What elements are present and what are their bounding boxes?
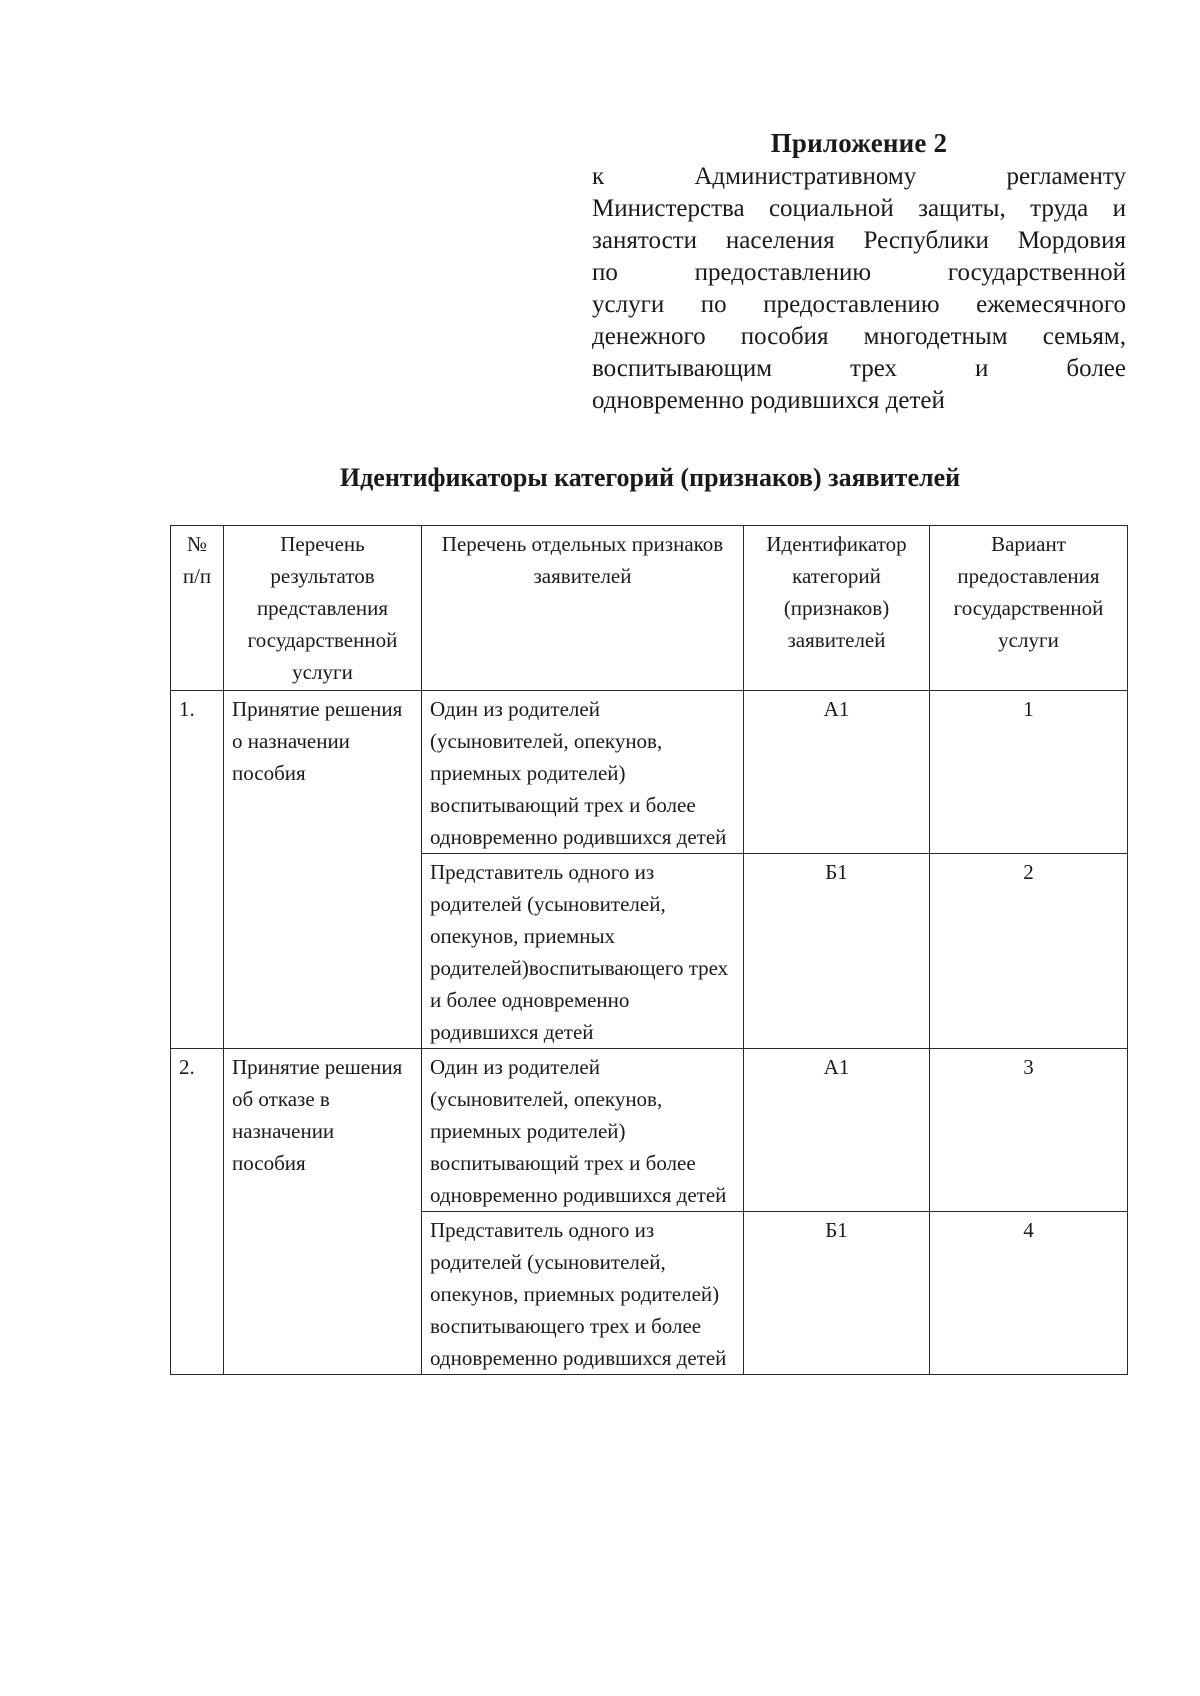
identifier-cell: Б1 bbox=[744, 854, 930, 1049]
features-cell: Один из родителей (усыновителей, опекунов, приемных родителей) воспитывающий трех и более одновременно родившихся детей bbox=[422, 691, 744, 854]
row-number: 2. bbox=[171, 1049, 224, 1375]
header-variant: Вариант предоставления государственной услуги bbox=[930, 526, 1128, 691]
variant-cell: 2 bbox=[930, 854, 1128, 1049]
variant-cell: 4 bbox=[930, 1212, 1128, 1375]
header-features: Перечень отдельных признаков заявителей bbox=[422, 526, 744, 691]
result-cell: Принятие решения об отказе в назначении пособия bbox=[224, 1049, 422, 1375]
features-cell: Один из родителей (усыновителей, опекунов, приемных родителей) воспитывающий трех и более одновременно родившихся детей bbox=[422, 1049, 744, 1212]
appendix-line: денежного пособия многодетным семьям, bbox=[592, 323, 1126, 350]
variant-cell: 3 bbox=[930, 1049, 1128, 1212]
identifier-cell: Б1 bbox=[744, 1212, 930, 1375]
header-num: № п/п bbox=[171, 526, 224, 691]
features-cell: Представитель одного из родителей (усыновителей, опекунов, приемных родителей)воспитывающего трех и более одновременно родившихся детей bbox=[422, 854, 744, 1049]
table-row bbox=[171, 1049, 1128, 1212]
header-result: Перечень результатов представления государственной услуги bbox=[224, 526, 422, 691]
appendix-title: Приложение 2 bbox=[770, 128, 948, 158]
identifier-cell: А1 bbox=[744, 1049, 930, 1212]
row-number: 1. bbox=[171, 691, 224, 1049]
appendix-line: Министерства социальной защиты, труда и bbox=[592, 195, 1126, 222]
features-cell: Представитель одного из родителей (усыновителей, опекунов, приемных родителей) воспитывающего трех и более одновременно родившихся детей bbox=[422, 1212, 744, 1375]
appendix-line: занятости населения Республики Мордовия bbox=[592, 227, 1126, 254]
appendix-line: одновременно родившихся детей bbox=[592, 387, 945, 414]
appendix-line: к Административному регламенту bbox=[592, 163, 1126, 190]
appendix-line: услуги по предоставлению ежемесячного bbox=[592, 291, 1126, 318]
appendix-line: воспитывающим трех и более bbox=[592, 355, 1126, 382]
table-header-row bbox=[171, 526, 1128, 691]
variant-cell: 1 bbox=[930, 691, 1128, 854]
appendix-block bbox=[592, 128, 1126, 417]
header-identifier: Идентификатор категорий (признаков) заявителей bbox=[744, 526, 930, 691]
identifier-cell: А1 bbox=[744, 691, 930, 854]
document-title: Идентификаторы категорий (признаков) заявителей bbox=[339, 463, 961, 492]
identifiers-table bbox=[170, 525, 1128, 1375]
table-row bbox=[171, 691, 1128, 854]
result-cell: Принятие решения о назначении пособия bbox=[224, 691, 422, 1049]
appendix-line: по предоставлению государственной bbox=[592, 259, 1126, 286]
